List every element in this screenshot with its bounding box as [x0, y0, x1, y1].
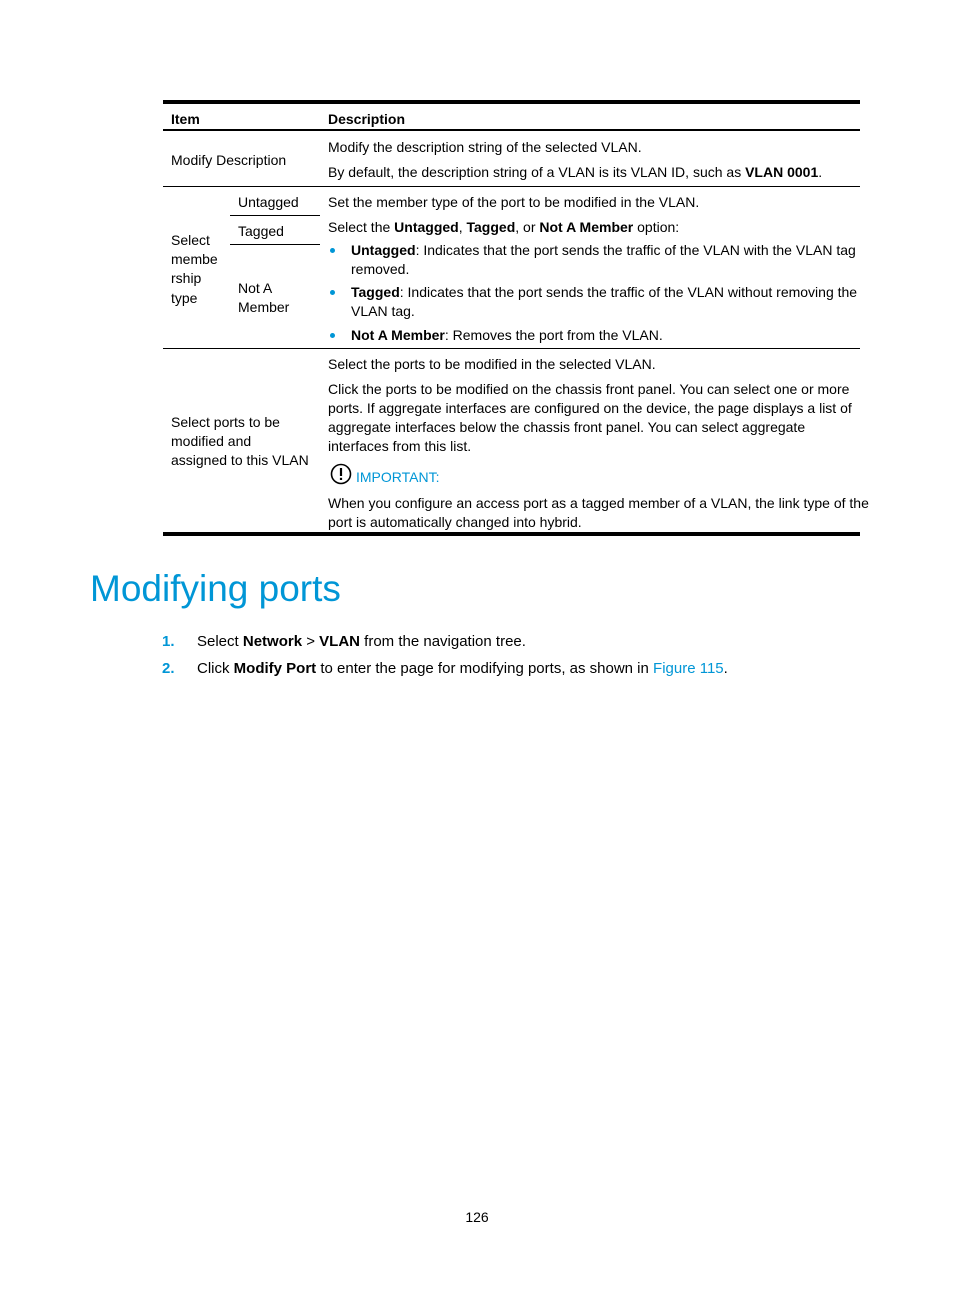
step-2-number: 2. — [162, 660, 175, 677]
row1-desc-line2 — [328, 163, 822, 182]
step-2-pre: Click — [197, 660, 234, 677]
sub-notmember-line1: Not A — [238, 280, 273, 296]
row2-item-line3: rship — [171, 270, 202, 286]
header-description: Description — [328, 111, 406, 127]
sub-rule-tagged — [230, 244, 320, 245]
select-sep1: , — [458, 219, 467, 235]
row2-desc-intro: Set the member type of the port to be modified in the VLAN. — [328, 194, 700, 210]
row1-bottom-rule — [163, 186, 860, 187]
bullet-notmember-line1 — [351, 326, 663, 345]
bullet-dot — [330, 290, 335, 295]
page-number: 126 — [465, 1209, 489, 1225]
bullet-dot — [330, 248, 335, 253]
bullet-notmember-bold: Not A Member — [351, 327, 445, 343]
sub-untagged: Untagged — [238, 194, 299, 210]
row3-para2-line4: interfaces from this list. — [328, 438, 472, 454]
step-1-mid: > — [302, 633, 320, 650]
table-top-rule — [163, 100, 860, 104]
row2-item-line1: Select — [171, 232, 210, 248]
section-title: Modifying ports — [90, 568, 341, 609]
row3-item-line1: Select ports to be — [171, 414, 280, 430]
step-1-text — [197, 632, 526, 651]
step-2-modify-port: Modify Port — [233, 660, 317, 677]
bullet-tagged-bold: Tagged — [351, 284, 400, 300]
row3-para2-line2: ports. If aggregate interfaces are configured on the device, the page displays a list of — [328, 400, 852, 416]
select-b2: Tagged — [466, 219, 516, 235]
select-pre: Select the — [328, 219, 395, 235]
important-line2: port is automatically changed into hybrid. — [328, 514, 582, 530]
row1-item: Modify Description — [171, 152, 287, 168]
step-1-network: Network — [242, 633, 303, 650]
bullet-untagged-line2: removed. — [351, 261, 410, 277]
row1-line2-pre: By default, the description string of a VLAN is its VLAN ID, such as — [328, 164, 746, 180]
select-sep2: , or — [515, 219, 540, 235]
row3-item-line2: modified and — [171, 433, 252, 449]
sub-notmember-line2: Member — [238, 299, 290, 315]
row2-item-line2: membe — [171, 251, 218, 267]
row1-line2-bold: VLAN 0001 — [745, 164, 819, 180]
step-2-text — [197, 659, 728, 678]
bullet-untagged-text: : Indicates that the port sends the traffic of the VLAN with the VLAN tag — [415, 242, 856, 258]
figure-115-link[interactable]: Figure 115 — [653, 660, 724, 677]
row2-select-line — [328, 218, 679, 237]
step-2-mid: to enter the page for modifying ports, as shown in — [316, 660, 654, 677]
important-line1: When you configure an access port as a tagged member of a VLAN, the link type of the — [328, 495, 869, 511]
select-b1: Untagged — [394, 219, 459, 235]
bullet-untagged-line1 — [351, 241, 856, 260]
bullet-tagged-line2: VLAN tag. — [351, 303, 415, 319]
important-icon — [330, 463, 352, 485]
row3-para2-line3: aggregate interfaces below the chassis front panel. You can select aggregate — [328, 419, 806, 435]
step-1-pre: Select — [197, 633, 243, 650]
step-2-post: . — [723, 660, 728, 677]
important-label: IMPORTANT: — [356, 469, 440, 485]
select-b3: Not A Member — [539, 219, 634, 235]
table-bottom-rule — [163, 532, 860, 536]
row3-item-line3: assigned to this VLAN — [171, 452, 309, 468]
step-1-vlan: VLAN — [319, 633, 360, 650]
row1-desc-line1: Modify the description string of the selected VLAN. — [328, 139, 642, 155]
row3-para2-line1: Click the ports to be modified on the chassis front panel. You can select one or more — [328, 381, 850, 397]
sub-tagged: Tagged — [238, 223, 284, 239]
row2-bottom-rule — [163, 348, 860, 349]
bullet-tagged-line1 — [351, 283, 857, 302]
step-1-post: from the navigation tree. — [360, 633, 526, 650]
bullet-untagged-bold: Untagged — [351, 242, 416, 258]
row3-para1: Select the ports to be modified in the selected VLAN. — [328, 356, 656, 372]
sub-rule-untagged — [230, 215, 320, 216]
bullet-dot — [330, 333, 335, 338]
header-item: Item — [171, 111, 200, 127]
row1-line2-post: . — [818, 164, 823, 180]
bullet-notmember-text: : Removes the port from the VLAN. — [444, 327, 663, 343]
step-1-number: 1. — [162, 633, 175, 650]
header-bottom-rule — [163, 129, 860, 131]
select-post: option: — [633, 219, 680, 235]
row2-item-line4: type — [171, 290, 198, 306]
bullet-tagged-text: : Indicates that the port sends the traffic of the VLAN without removing the — [399, 284, 858, 300]
